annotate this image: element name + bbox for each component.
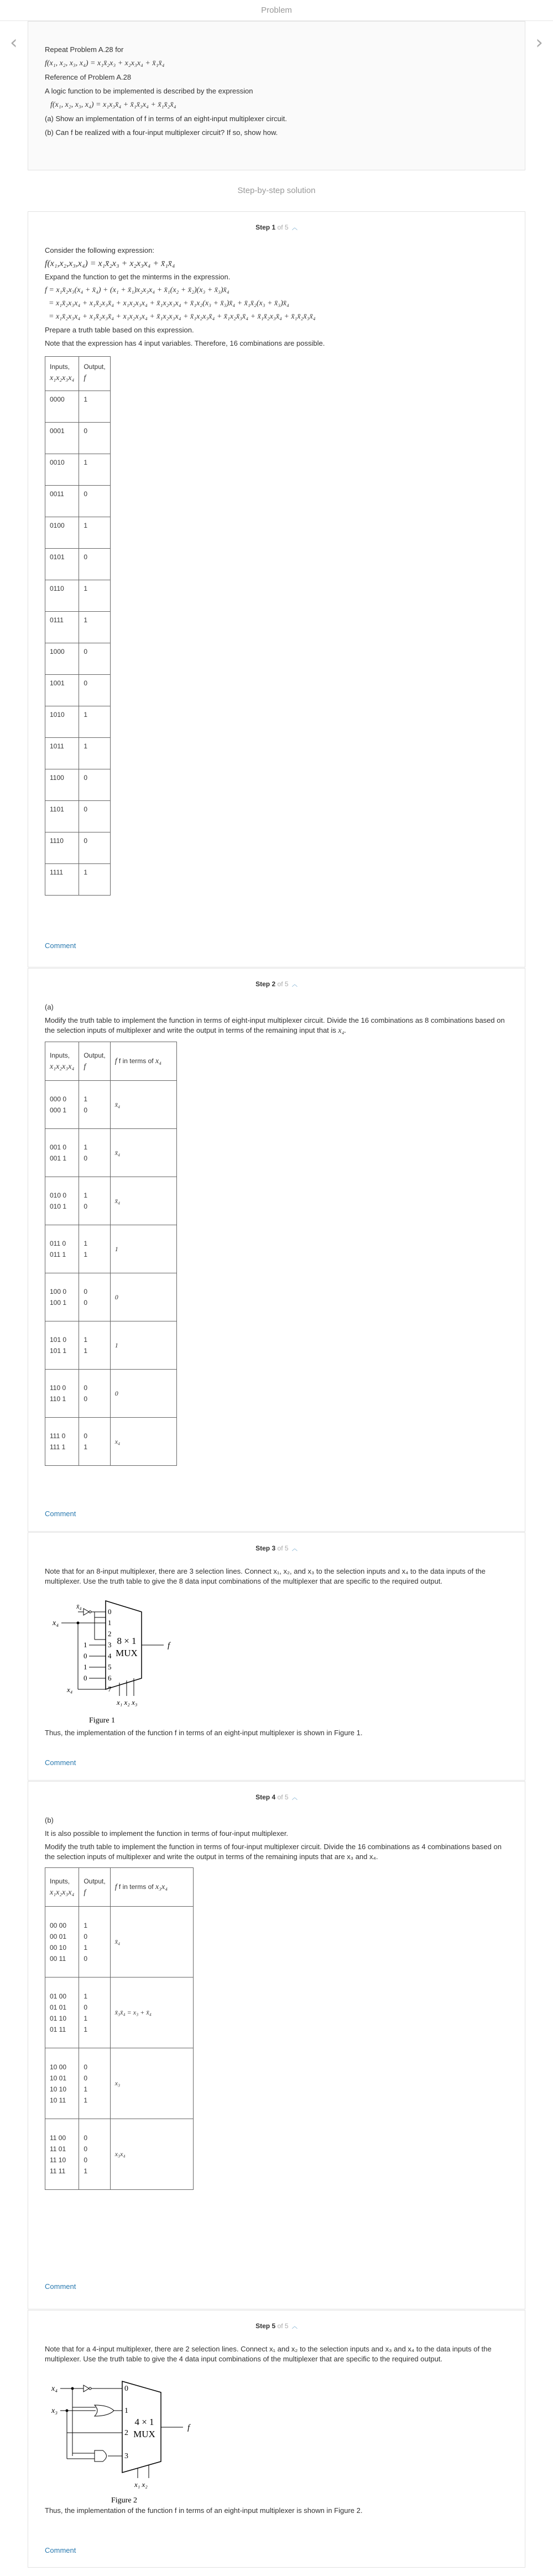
output-cell bbox=[79, 1177, 110, 1225]
input-value: 11 10 bbox=[50, 2156, 66, 2164]
page-title: Problem bbox=[261, 6, 292, 15]
mux-4-diagram bbox=[45, 2367, 244, 2506]
input-value: 10 11 bbox=[50, 2096, 66, 2104]
table-header-output: Output, f bbox=[79, 1042, 110, 1081]
output-value: 0 bbox=[84, 2074, 88, 2082]
output-f-label: f bbox=[187, 2423, 190, 2432]
table-row bbox=[45, 1225, 177, 1273]
data-input-number: 4 bbox=[108, 1652, 112, 1660]
step-number: 1 bbox=[272, 223, 276, 231]
input-value: 000 1 bbox=[50, 1106, 67, 1114]
step-1-eq-3: = x₁x̄₂x₃x₄ + x₁x̄₂x₃x̄₄ + x₁x₂x₃x₄ + x̄₁x₂x₃x₄ + x̄₁x₂x₃x̄₄ + x̄₁x₂x̄₃x̄₄ + x̄₁x̄₂x₃x̄₄ + x̄₁x̄₂x̄₃x̄₄ bbox=[45, 313, 316, 321]
problem-line-1: Repeat Problem A.28 for bbox=[45, 45, 124, 54]
truth-table-2 bbox=[45, 1042, 177, 1466]
step-1-card bbox=[28, 211, 525, 967]
step-1-prepare: Prepare a truth table based on this expression. bbox=[45, 326, 194, 334]
output-cell bbox=[79, 1225, 110, 1273]
step-label: Step bbox=[255, 223, 270, 231]
comment-link[interactable]: Comment bbox=[45, 941, 76, 950]
problem-line-2: Reference of Problem A.28 bbox=[45, 73, 132, 81]
data-input-number: 0 bbox=[124, 2385, 128, 2393]
input-value: 10 00 bbox=[50, 2063, 67, 2071]
data-input-number: 2 bbox=[124, 2429, 128, 2437]
input-cell bbox=[45, 1273, 79, 1321]
step-4-text-1: It is also possible to implement the function in terms of four-input multiplexer. bbox=[45, 1829, 289, 1838]
output-cell: 1 bbox=[79, 391, 110, 423]
input-cell bbox=[45, 2048, 79, 2119]
input-cell: 0111 bbox=[45, 612, 79, 643]
output-value: 1 bbox=[84, 2085, 88, 2093]
select-lines-label: x₁ x₂ x₃ bbox=[117, 1698, 138, 1706]
data-input-number: 6 bbox=[108, 1674, 112, 1682]
data-input-number: 2 bbox=[108, 1630, 112, 1638]
table-row bbox=[45, 1321, 177, 1370]
input-cell bbox=[45, 1418, 79, 1466]
output-value: 1 bbox=[84, 2025, 88, 2033]
input-cell: 1111 bbox=[45, 864, 79, 896]
table-row bbox=[45, 549, 111, 580]
input-cell bbox=[45, 1129, 79, 1177]
output-value: 0 bbox=[84, 2145, 88, 2153]
table-row bbox=[45, 706, 111, 738]
table-row bbox=[45, 2119, 194, 2190]
comment-link[interactable]: Comment bbox=[45, 1758, 76, 1767]
input-value: 01 00 bbox=[50, 1992, 67, 2000]
step-number: 4 bbox=[272, 1793, 276, 1801]
table-row bbox=[45, 1081, 177, 1129]
constant-input: 1 bbox=[84, 1663, 87, 1671]
problem-expression-1: f(x₁, x₂, x₃, x₄) = x₁x̄₂x₃ + x₂x₃x₄ + x̄₁x̄₄ bbox=[45, 59, 165, 67]
step-4-part: (b) bbox=[45, 1816, 54, 1824]
output-value: 1 bbox=[84, 1921, 88, 1929]
table-header-output: Output, f bbox=[79, 357, 110, 391]
mux-label-name: MUX bbox=[116, 1648, 138, 1658]
table-row bbox=[45, 1907, 194, 1977]
table-header-inputs: Inputs, x₁x₂x₃x₄ bbox=[45, 357, 79, 391]
input-value: 111 0 bbox=[50, 1432, 66, 1440]
output-cell bbox=[79, 1907, 110, 1977]
constant-input: 0 bbox=[84, 1674, 87, 1682]
step-1-expand: Expand the function to get the minterms in the expression. bbox=[45, 273, 231, 281]
output-value: 0 bbox=[84, 1299, 88, 1307]
truth-table-1 bbox=[45, 356, 111, 896]
input-value: 001 0 bbox=[50, 1143, 67, 1151]
table-row bbox=[45, 580, 111, 612]
output-cell bbox=[79, 1129, 110, 1177]
term-cell: 0 bbox=[110, 1273, 176, 1321]
step-3-text: Note that for an 8-input multiplexer, there are 3 selection lines. Connect x₁, x₂, and x₃ to the selection inputs and x₄ to the data inputs of the multiplexer. Use the truth table to give the 8 data input combinations of the multiplexer that are specific to the required output. bbox=[45, 1567, 486, 1585]
step-of: of 5 bbox=[277, 2322, 289, 2330]
output-cell bbox=[79, 1977, 110, 2048]
output-value: 0 bbox=[84, 2003, 88, 2011]
input-value: 011 0 bbox=[50, 1240, 66, 1247]
input-cell: 1101 bbox=[45, 801, 79, 832]
chevron-up-icon[interactable]: ︿ bbox=[291, 1546, 298, 1552]
table-row bbox=[45, 738, 111, 769]
output-value: 0 bbox=[84, 1106, 88, 1114]
top-bar bbox=[0, 0, 553, 21]
output-value: 1 bbox=[84, 1095, 88, 1103]
step-2-header[interactable] bbox=[45, 980, 508, 988]
output-value: 0 bbox=[84, 2156, 88, 2164]
table-row bbox=[45, 1177, 177, 1225]
constant-input: 0 bbox=[84, 1652, 87, 1660]
input-cell bbox=[45, 1907, 79, 1977]
table-row bbox=[45, 643, 111, 675]
input-cell bbox=[45, 1225, 79, 1273]
step-label: Step bbox=[255, 2322, 270, 2330]
output-cell: 1 bbox=[79, 706, 110, 738]
input-cell bbox=[45, 2119, 79, 2190]
output-cell: 0 bbox=[79, 486, 110, 517]
output-cell bbox=[79, 1081, 110, 1129]
data-input-number: 3 bbox=[108, 1641, 112, 1649]
data-input-number: 1 bbox=[108, 1619, 112, 1627]
input-value: 01 01 bbox=[50, 2003, 67, 2011]
output-cell: 0 bbox=[79, 769, 110, 801]
figure-1-caption: Figure 1 bbox=[89, 1716, 116, 1725]
input-cell: 0110 bbox=[45, 580, 79, 612]
chevron-up-icon[interactable]: ︿ bbox=[291, 1795, 298, 1801]
table-row bbox=[45, 801, 111, 832]
table-header-inputs: Inputs, x₁x₂x₃x₄ bbox=[45, 1868, 79, 1907]
term-cell: x̄₄ bbox=[110, 1129, 176, 1177]
input-cell: 1010 bbox=[45, 706, 79, 738]
step-5-text: Note that for a 4-input multiplexer, there are 2 selection lines. Connect x₁ and x₂ to the selection inputs and x₃ and x₄ to the data inputs of the multiplexer. Use the truth table to give the 4 data input combinations of the multiplexer that are specific to the required output. bbox=[45, 2345, 492, 2363]
output-cell bbox=[79, 1273, 110, 1321]
input-value: 01 10 bbox=[50, 2014, 67, 2022]
step-of: of 5 bbox=[277, 223, 289, 231]
input-cell bbox=[45, 1370, 79, 1418]
select-lines-label: x₁ x₂ bbox=[134, 2480, 148, 2489]
input-value: 01 11 bbox=[50, 2025, 66, 2033]
output-value: 1 bbox=[84, 1443, 88, 1451]
input-value: 10 01 bbox=[50, 2074, 67, 2082]
mux-label-size: 4 × 1 bbox=[134, 2417, 154, 2427]
step-number: 3 bbox=[272, 1544, 276, 1552]
output-value: 0 bbox=[84, 1203, 88, 1210]
data-input-number: 0 bbox=[108, 1607, 112, 1616]
output-value: 0 bbox=[84, 1384, 88, 1392]
input-cell: 1100 bbox=[45, 769, 79, 801]
table-row bbox=[45, 1977, 194, 2048]
term-cell: x̄₃x̄₄ = x₃ + x̄₄ bbox=[110, 1977, 193, 2048]
input-x4-label: x₄ bbox=[51, 2385, 58, 2393]
table-row bbox=[45, 832, 111, 864]
input-cell: 0000 bbox=[45, 391, 79, 423]
step-3-card bbox=[28, 1532, 525, 1781]
step-2-card bbox=[28, 968, 525, 1532]
data-input-number: 3 bbox=[124, 2452, 128, 2460]
data-input-number: 1 bbox=[124, 2407, 128, 2415]
input-value: 101 0 bbox=[50, 1336, 67, 1344]
step-1-note: Note that the expression has 4 input variables. Therefore, 16 combinations are possible. bbox=[45, 339, 325, 347]
step-label: Step bbox=[255, 1793, 270, 1801]
input-value: 11 01 bbox=[50, 2145, 66, 2153]
output-value: 0 bbox=[84, 1395, 88, 1403]
output-cell: 0 bbox=[79, 675, 110, 706]
inverter-bubble bbox=[89, 1611, 91, 1613]
and-gate-icon bbox=[95, 2450, 107, 2461]
table-row bbox=[45, 454, 111, 486]
term-cell: x₃ bbox=[110, 2048, 193, 2119]
step-label: Step bbox=[255, 980, 270, 988]
output-value: 1 bbox=[84, 1251, 88, 1258]
next-arrow-icon[interactable]: › bbox=[535, 32, 543, 54]
table-row bbox=[45, 1418, 177, 1466]
problem-question-a: (a) Show an implementation of f in terms of an eight-input multiplexer circuit. bbox=[45, 115, 287, 123]
output-cell: 0 bbox=[79, 549, 110, 580]
step-2-text: Modify the truth table to implement the function in terms of eight-input multiplexer circuit. Divide the 16 combinations as 8 combinations based on the selection inputs of multiplexer and write the output in terms of the remaining input that is x₄. bbox=[45, 1016, 505, 1035]
step-4-card bbox=[28, 1781, 525, 2309]
comment-link[interactable]: Comment bbox=[45, 2282, 76, 2291]
x4bar-label: x̄₄ bbox=[76, 1602, 82, 1610]
output-value: 1 bbox=[84, 1336, 88, 1344]
input-cell bbox=[45, 1177, 79, 1225]
truth-table-3 bbox=[45, 1867, 194, 2190]
comment-link[interactable]: Comment bbox=[45, 1510, 76, 1518]
output-cell: 1 bbox=[79, 454, 110, 486]
input-value: 101 1 bbox=[50, 1347, 67, 1355]
input-value: 00 10 bbox=[50, 1943, 67, 1951]
chevron-up-icon[interactable]: ︿ bbox=[291, 225, 298, 231]
output-value: 1 bbox=[84, 1347, 88, 1355]
input-x3-label: x₃ bbox=[51, 2407, 58, 2415]
output-cell: 1 bbox=[79, 612, 110, 643]
input-cell: 0011 bbox=[45, 486, 79, 517]
input-cell: 0010 bbox=[45, 454, 79, 486]
output-value: 0 bbox=[84, 1954, 88, 1963]
input-value: 000 0 bbox=[50, 1095, 67, 1103]
mux-label-name: MUX bbox=[133, 2429, 155, 2439]
x4-bottom-label: x₄ bbox=[67, 1685, 73, 1694]
input-value: 00 01 bbox=[50, 1932, 67, 1940]
output-cell: 0 bbox=[79, 643, 110, 675]
input-cell bbox=[45, 1977, 79, 2048]
term-cell: 0 bbox=[110, 1370, 176, 1418]
step-1-eq-1: f = x₁x̄₂x₃(x₄ + x̄₄) + (x₁ + x̄₁)x₂x₃x₄ + x̄₁(x₂ + x̄₂)(x₃ + x̄₃)x̄₄ bbox=[45, 286, 229, 294]
table-header-term: f f in terms of x₃x₄ bbox=[110, 1868, 193, 1907]
output-value: 0 bbox=[84, 2133, 88, 2142]
step-1-eq-2: = x₁x̄₂x₃x₄ + x₁x̄₂x₃x̄₄ + x₁x₂x₃x₄ + x̄₁x₂x₃x₄ + x̄₁x₂(x₃ + x̄₃)x̄₄ + x̄₁x̄₂(x₃ + x̄₃)x̄₄ bbox=[45, 299, 289, 308]
data-input-number: 5 bbox=[108, 1663, 112, 1671]
step-4-header[interactable] bbox=[45, 1793, 508, 1801]
comment-link[interactable]: Comment bbox=[45, 2546, 76, 2554]
output-cell: 1 bbox=[79, 580, 110, 612]
table-row bbox=[45, 517, 111, 549]
step-3-conclusion: Thus, the implementation of the function f in terms of an eight-input multiplexer is shown in Figure 1. bbox=[45, 1729, 363, 1737]
figure-2-caption: Figure 2 bbox=[111, 2496, 138, 2505]
table-header-inputs: Inputs, x₁x₂x₃x₄ bbox=[45, 1042, 79, 1081]
input-value: 00 11 bbox=[50, 1954, 66, 1963]
input-cell: 0001 bbox=[45, 423, 79, 454]
step-of: of 5 bbox=[277, 980, 289, 988]
term-cell: x̄₄ bbox=[110, 1081, 176, 1129]
step-number: 2 bbox=[272, 980, 276, 988]
input-cell bbox=[45, 1321, 79, 1370]
output-value: 0 bbox=[84, 1432, 88, 1440]
output-value: 1 bbox=[84, 1240, 88, 1247]
output-cell bbox=[79, 2048, 110, 2119]
constant-input: 1 bbox=[84, 1641, 87, 1649]
step-2-part: (a) bbox=[45, 1003, 54, 1011]
output-cell bbox=[79, 1418, 110, 1466]
table-row bbox=[45, 864, 111, 896]
input-value: 11 11 bbox=[50, 2167, 66, 2175]
output-cell: 1 bbox=[79, 517, 110, 549]
input-cell bbox=[45, 1081, 79, 1129]
input-value: 110 1 bbox=[50, 1395, 66, 1403]
data-input-number: 7 bbox=[108, 1685, 112, 1693]
output-value: 1 bbox=[84, 2014, 88, 2022]
step-4-text-2: Modify the truth table to implement the function in terms of four-input multiplexer circuit. Divide the 16 combinations as 4 combinations based on the selection inputs of multiplexer and write the output in terms of the remaining inputs that are x₃ and x₄. bbox=[45, 1843, 502, 1861]
prev-arrow-icon[interactable]: ‹ bbox=[10, 32, 18, 54]
input-value: 010 0 bbox=[50, 1191, 67, 1199]
mux-label-size: 8 × 1 bbox=[117, 1636, 137, 1646]
input-cell: 0100 bbox=[45, 517, 79, 549]
step-1-intro: Consider the following expression: bbox=[45, 246, 154, 254]
output-cell: 0 bbox=[79, 832, 110, 864]
table-row bbox=[45, 675, 111, 706]
table-row bbox=[45, 1129, 177, 1177]
problem-card bbox=[28, 21, 525, 170]
input-value: 111 1 bbox=[50, 1443, 66, 1451]
problem-line-3: A logic function to be implemented is described by the expression bbox=[45, 87, 253, 95]
output-value: 1 bbox=[84, 2096, 88, 2104]
inverter-icon bbox=[84, 1609, 89, 1615]
step-of: of 5 bbox=[277, 1793, 289, 1801]
output-cell: 1 bbox=[79, 738, 110, 769]
table-row bbox=[45, 1273, 177, 1321]
chevron-up-icon[interactable]: ︿ bbox=[291, 2324, 298, 2330]
input-value: 011 1 bbox=[50, 1251, 66, 1258]
input-value: 10 10 bbox=[50, 2085, 67, 2093]
input-cell: 0101 bbox=[45, 549, 79, 580]
input-value: 100 0 bbox=[50, 1288, 67, 1295]
step-of: of 5 bbox=[277, 1544, 289, 1552]
input-value: 11 00 bbox=[50, 2133, 66, 2142]
table-row bbox=[45, 391, 111, 423]
output-value: 1 bbox=[84, 1992, 88, 2000]
output-value: 0 bbox=[84, 1288, 88, 1295]
table-row bbox=[45, 423, 111, 454]
output-cell bbox=[79, 1321, 110, 1370]
input-x4-label: x₄ bbox=[53, 1619, 59, 1627]
output-cell: 0 bbox=[79, 801, 110, 832]
term-cell: 1 bbox=[110, 1321, 176, 1370]
solution-heading: Step-by-step solution bbox=[237, 186, 316, 195]
output-f-label: f bbox=[168, 1641, 170, 1650]
output-cell bbox=[79, 2119, 110, 2190]
term-cell: x₃x₄ bbox=[110, 2119, 193, 2190]
input-cell: 1011 bbox=[45, 738, 79, 769]
input-value: 001 1 bbox=[50, 1154, 67, 1162]
table-header-output: Output, f bbox=[79, 1868, 110, 1907]
step-5-conclusion: Thus, the implementation of the function f in terms of an eight-input multiplexer is shown in Figure 2. bbox=[45, 2506, 363, 2515]
step-number: 5 bbox=[272, 2322, 276, 2330]
step-label: Step bbox=[255, 1544, 270, 1552]
table-row bbox=[45, 1370, 177, 1418]
output-value: 1 bbox=[84, 1943, 88, 1951]
table-header-term: f f in terms of x₄ bbox=[110, 1042, 176, 1081]
input-value: 100 1 bbox=[50, 1299, 67, 1307]
output-value: 0 bbox=[84, 1154, 88, 1162]
input-value: 010 1 bbox=[50, 1203, 67, 1210]
table-row bbox=[45, 486, 111, 517]
output-value: 1 bbox=[84, 1191, 88, 1199]
inverter-icon bbox=[84, 2385, 89, 2392]
input-value: 00 00 bbox=[50, 1921, 67, 1929]
output-value: 0 bbox=[84, 2063, 88, 2071]
output-value: 0 bbox=[84, 1932, 88, 1940]
chevron-up-icon[interactable]: ︿ bbox=[291, 982, 298, 988]
input-cell: 1000 bbox=[45, 643, 79, 675]
output-value: 1 bbox=[84, 2167, 88, 2175]
problem-expression-2: f(x₁, x₂, x₃, x₄) = x₁x₃x̄₄ + x̄₁x̄₃x₄ + x̄₁x̄₂x̄₄ bbox=[50, 101, 176, 109]
step-5-header[interactable] bbox=[45, 2322, 508, 2330]
or-gate-icon bbox=[95, 2405, 114, 2416]
output-cell: 1 bbox=[79, 864, 110, 896]
input-cell: 1110 bbox=[45, 832, 79, 864]
table-row bbox=[45, 612, 111, 643]
input-value: 110 0 bbox=[50, 1384, 66, 1392]
step-1-expression: f(x₁,x₂,x₃,x₄) = x₁x̄₂x₃ + x₂x₃x₄ + x̄₁x̄₄ bbox=[45, 259, 175, 268]
input-cell: 1001 bbox=[45, 675, 79, 706]
step-5-card bbox=[28, 2310, 525, 2568]
output-cell bbox=[79, 1370, 110, 1418]
term-cell: 1 bbox=[110, 1225, 176, 1273]
mux-8-diagram bbox=[45, 1590, 222, 1728]
term-cell: x̄₄ bbox=[110, 1907, 193, 1977]
step-1-header[interactable] bbox=[45, 223, 508, 231]
step-3-header[interactable] bbox=[45, 1544, 508, 1552]
output-cell: 0 bbox=[79, 423, 110, 454]
problem-question-b: (b) Can f be realized with a four-input multiplexer circuit? If so, show how. bbox=[45, 128, 278, 137]
term-cell: x̄₄ bbox=[110, 1177, 176, 1225]
table-row bbox=[45, 769, 111, 801]
term-cell: x₄ bbox=[110, 1418, 176, 1466]
table-row bbox=[45, 2048, 194, 2119]
output-value: 1 bbox=[84, 1143, 88, 1151]
